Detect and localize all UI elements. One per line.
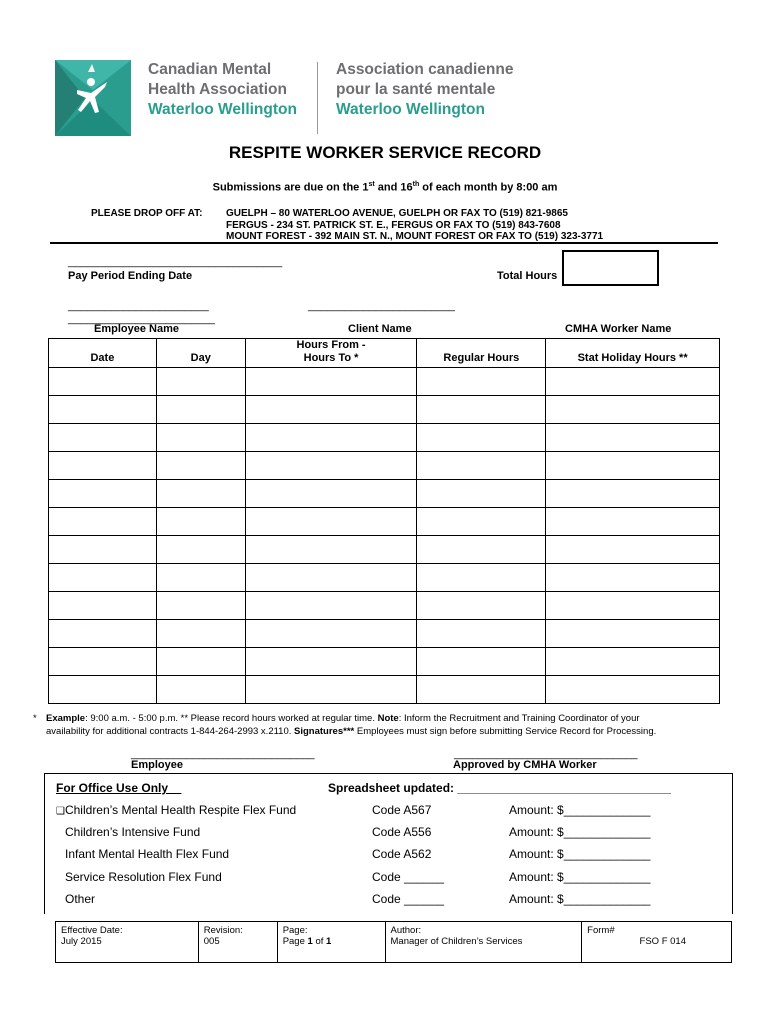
table-row [49,368,720,396]
hours-from-to-cell[interactable] [245,368,417,396]
org-fr-line2: pour la santé mentale [336,81,496,98]
table-row [49,648,720,676]
col-date: Date [49,339,157,368]
stat-holiday-hours-cell[interactable] [546,368,720,396]
page-label: Page: [282,925,308,936]
footer-table [55,921,732,963]
table-row [49,620,720,648]
day-cell[interactable] [156,452,245,480]
note-label: Note [377,713,399,724]
fund-name [65,825,200,839]
org-en-line2: Health Association [148,81,287,98]
dropoff-mount-forest: MOUNT FOREST - 392 MAIN ST. N., MOUNT FOREST OR FAX TO (519) 323-3771 [226,231,604,242]
effective-label: Effective Date: [61,925,123,936]
signatures-label: Signatures*** [294,726,355,737]
stat-holiday-hours-cell[interactable] [546,424,720,452]
form-value: FSO F 014 [639,936,686,947]
org-name-en [148,60,297,120]
revision-value: 005 [203,936,220,947]
office-use-heading [56,781,181,795]
table-row [49,424,720,452]
date-cell[interactable] [49,368,157,396]
fund-code[interactable]: Code A567 [372,803,432,817]
footer-revision [198,922,277,963]
org-en-line3: Waterloo Wellington [148,101,297,118]
date-cell[interactable] [49,508,157,536]
day-cell[interactable] [156,480,245,508]
fund-name-text: Children’s Mental Health Respite Flex Fund [64,803,297,817]
page-mid: of [312,936,327,947]
dropoff-guelph: GUELPH – 80 WATERLOO AVENUE, GUELPH OR FAX TO (519) 821-9865 [226,208,568,219]
employee-name-blank-1[interactable]: _______________________ [68,300,209,312]
stat-holiday-hours-cell[interactable] [546,536,720,564]
date-cell[interactable] [49,592,157,620]
dropoff-addresses [226,208,603,243]
table-row [49,564,720,592]
office-heading-text: For Office Use Only [56,781,169,795]
header-rule [50,242,718,244]
employee-signature-blank[interactable]: ______________________________ [131,748,315,760]
employee-signature-label: Employee [131,759,183,771]
date-cell[interactable] [49,648,157,676]
date-cell[interactable] [49,480,157,508]
note-text: : Inform the Recruitment and Training Coordinator of your [398,713,640,724]
regular-hours-cell[interactable] [417,676,546,704]
org-en-line1: Canadian Mental [148,61,272,78]
note-star: * [33,713,37,724]
footer-effective [56,922,199,963]
col-regular-hours: Regular Hours [417,339,546,368]
fund-name-text: Service Resolution Flex Fund [65,870,222,884]
day-cell[interactable] [156,592,245,620]
regular-hours-cell[interactable] [417,648,546,676]
table-row [49,536,720,564]
footer-author [385,922,582,963]
fund-name-text: Infant Mental Health Flex Fund [65,847,230,861]
hours-table [48,338,720,704]
approver-signature-label: Approved by CMHA Worker [453,759,597,771]
day-cell[interactable] [156,676,245,704]
regular-hours-cell[interactable] [417,620,546,648]
day-cell[interactable] [156,620,245,648]
fund-name [65,892,95,906]
stat-holiday-hours-cell[interactable] [546,620,720,648]
date-cell[interactable] [49,424,157,452]
stat-holiday-hours-cell[interactable] [546,592,720,620]
stat-holiday-hours-cell[interactable] [546,564,720,592]
org-name-fr [336,60,513,120]
submission-mid: and 16 [374,181,413,194]
fund-amount[interactable]: Amount: $_____________ [509,803,651,817]
hours-from-to-cell[interactable] [245,620,417,648]
dropoff-label: PLEASE DROP OFF AT: [91,208,203,219]
regular-hours-cell[interactable] [417,592,546,620]
table-row [49,480,720,508]
regular-hours-cell[interactable] [417,368,546,396]
col-hours-from-to: Hours From - Hours To * [245,339,417,368]
hours-from-to-cell[interactable] [245,424,417,452]
fund-amount[interactable]: Amount: $_____________ [509,870,651,884]
submission-pre: Submissions are due on the 1 [212,181,369,194]
employee-name-blank-2[interactable]: ________________________ [68,313,215,325]
fund-code[interactable]: Code A556 [372,825,432,839]
total-hours-box[interactable] [562,250,659,286]
date-cell[interactable] [49,620,157,648]
client-name-label: Client Name [348,323,412,335]
regular-hours-cell[interactable] [417,536,546,564]
logo-divider [317,62,318,134]
page-title: RESPITE WORKER SERVICE RECORD [228,143,542,162]
table-row [49,592,720,620]
regular-hours-cell[interactable] [417,396,546,424]
pay-period-blank[interactable]: ___________________________________ [68,256,283,268]
employee-name-label: Employee Name [94,323,179,335]
org-fr-line1: Association canadienne [336,61,514,78]
cmha-worker-label: CMHA Worker Name [565,323,672,335]
fund-name [65,870,222,884]
submission-note [0,181,770,194]
fund-name-text: Children’s Intensive Fund [65,825,201,839]
day-cell[interactable] [156,508,245,536]
page-number: 1 [307,936,313,947]
stat-holiday-hours-cell[interactable] [546,676,720,704]
footer-page [277,922,385,963]
table-row [49,676,720,704]
hours-from-to-cell[interactable] [245,564,417,592]
example-label: Example [46,713,86,724]
fund-name [56,803,296,817]
notes-line2-post: Employees must sign before submitting Service Record for Processing. [354,726,657,737]
date-cell[interactable] [49,452,157,480]
date-cell[interactable] [49,396,157,424]
dropoff-fergus: FERGUS - 234 ST. PATRICK ST. E., FERGUS OR FAX TO (519) 843-7608 [226,219,561,231]
day-cell[interactable] [156,536,245,564]
author-value: Manager of Children’s Services [390,936,523,947]
cmha-logo-icon [55,60,131,136]
stat-holiday-hours-cell[interactable] [546,452,720,480]
hours-table-header [49,339,720,368]
submission-sup1: st [368,181,375,188]
fund-amount[interactable]: Amount: $_____________ [509,825,651,839]
table-row [49,396,720,424]
table-row [49,508,720,536]
effective-value: July 2015 [61,936,102,947]
author-label: Author: [390,925,422,936]
day-cell[interactable] [156,396,245,424]
page-total: 1 [326,936,332,947]
fund-amount[interactable]: Amount: $_____________ [509,847,651,861]
hours-from-to-cell[interactable] [245,676,417,704]
pay-period-label: Pay Period Ending Date [68,270,193,282]
col-stat-holiday-hours: Stat Holiday Hours ** [546,339,720,368]
date-cell[interactable] [49,676,157,704]
day-cell[interactable] [156,648,245,676]
regular-hours-cell[interactable] [417,480,546,508]
stat-holiday-hours-cell[interactable] [546,508,720,536]
table-row [49,452,720,480]
page-pre: Page [282,936,308,947]
approver-signature-blank[interactable]: ______________________________ [454,748,638,760]
form-label: Form# [587,925,615,936]
spreadsheet-updated[interactable]: Spreadsheet updated: ________________________________ [328,781,671,795]
hours-from-to-cell[interactable] [245,508,417,536]
date-cell[interactable] [49,564,157,592]
stat-holiday-hours-cell[interactable] [546,648,720,676]
hours-from-to-cell[interactable] [245,452,417,480]
stat-holiday-hours-cell[interactable] [546,396,720,424]
hours-from-to-cell[interactable] [245,648,417,676]
client-name-blank[interactable]: ________________________ [308,300,455,312]
org-fr-line3: Waterloo Wellington [336,101,485,118]
date-cell[interactable] [49,536,157,564]
fund-name-text: Other [65,892,96,906]
notes-line2-pre: availability for additional contracts 1-844-264-2993 x.2110. [46,726,295,737]
day-cell[interactable] [156,564,245,592]
day-cell[interactable] [156,368,245,396]
total-hours-label: Total Hours [497,270,558,282]
example-text: : 9:00 a.m. - 5:00 p.m. ** Please record hours worked at regular time. [85,713,378,724]
revision-label: Revision: [203,925,243,936]
hours-from-to-cell[interactable] [245,396,417,424]
checkbox-icon[interactable]: ❑ [56,806,65,817]
fund-code[interactable]: Code ______ [372,870,445,884]
submission-post: of each month by 8:00 am [419,181,558,194]
office-heading-pad [168,781,181,795]
col-day: Day [156,339,245,368]
hours-from-to-cell[interactable] [245,592,417,620]
footer-form [582,922,732,963]
day-cell[interactable] [156,424,245,452]
fund-amount[interactable]: Amount: $_____________ [509,892,651,906]
regular-hours-cell[interactable] [417,452,546,480]
regular-hours-cell[interactable] [417,424,546,452]
fund-name [65,847,229,861]
regular-hours-cell[interactable] [417,508,546,536]
submission-sup2: th [412,181,420,188]
stat-holiday-hours-cell[interactable] [546,480,720,508]
fund-code[interactable]: Code ______ [372,892,445,906]
regular-hours-cell[interactable] [417,564,546,592]
notes [46,712,736,738]
fund-code[interactable]: Code A562 [372,847,432,861]
hours-from-to-cell[interactable] [245,536,417,564]
hours-from-to-cell[interactable] [245,480,417,508]
